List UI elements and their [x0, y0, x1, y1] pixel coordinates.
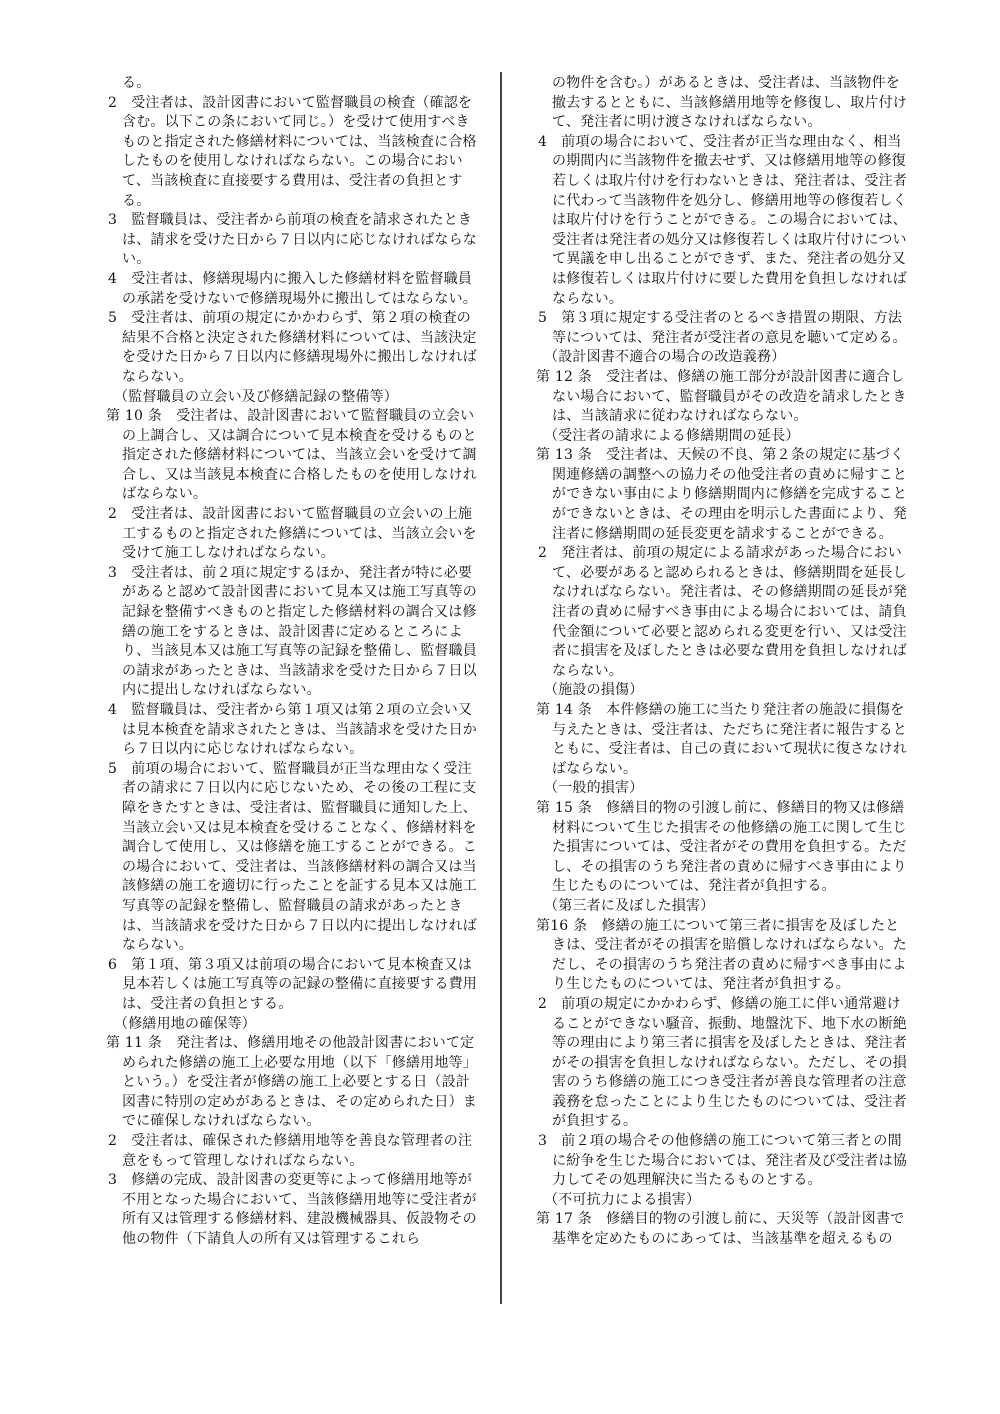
article-paragraph: 第 14 条 本件修繕の施工に当たり発注者の施設に損傷を与えたときは、受注者は、ただちに発注者に報告するとともに、受注者は、自己の責において現状に復さなければならない。	[536, 702, 907, 777]
article-caption: （施設の損傷）	[544, 682, 644, 699]
numbered-paragraph: 2 発注者は、前項の規定による請求があった場合において、必要があると認められるときは、修繕期間を延長しなければならない。発注者は、その修繕期間の延長が発注者の責めに帰すべき事由による場合においては、請負代金額について必要と認められる変更を行い、又は受注者に損害を及ぼしたときは必要な費用を負担しなければならない。	[538, 545, 907, 679]
numbered-paragraph: 3 修繕の完成、設計図書の変更等によって修繕用地等が不用となった場合において、当該修繕用地等に受注者が所有又は管理する修繕材料、建設機械器具、仮設物その他の物件（下請負人の所有又は管理するこれら	[108, 1172, 477, 1248]
numbered-paragraph: 2 受注者は、設計図書において監督職員の検査（確認を含む。以下この条において同じ。）を受けて使用すべきものと指定された修繕材料については、当該検査に合格したものを使用しなければならない。この場合において、当該検査に直接要する費用は、受注者の負担とする。	[108, 94, 477, 209]
article-caption: （第三者に及ぼした損害）	[544, 897, 715, 914]
article-caption: （不可抗力による損害）	[544, 1191, 701, 1208]
article-caption: （一般的損害）	[544, 780, 644, 797]
numbered-paragraph: 5 前項の場合において、監督職員が正当な理由なく受注者の請求に７日以内に応じないため、その後の工程に支障をきたすときは、受注者は、監督職員に通知した上、当該立会い又は見本検査を受けることなく、修繕材料を調合して使用し、又は修繕を施工することができる。この場合において、受注者は、当該修繕材料の調合又は当該修繕の施工を適切に行ったことを証する見本又は施工写真等の記録を整備し、監督職員の請求があったときは、当該請求を受けた日から７日以内に提出しなければならない。	[108, 760, 477, 954]
column-divider	[500, 72, 502, 1304]
article-paragraph: 第 11 条 発注者は、修繕用地その他設計図書において定められた修繕の施工上必要な用地（以下「修繕用地等」という。）を受注者が修繕の施工上必要とする日（設計図書に特別の定めがあるときは、その定められた日）までに確保しなければならない。	[106, 1035, 477, 1130]
numbered-paragraph: 4 監督職員は、受注者から第１項又は第２項の立会い又は見本検査を請求されたときは、当該請求を受けた日から７日以内に応じなければならない。	[108, 702, 477, 758]
article-paragraph: 第 12 条 受注者は、修繕の施工部分が設計図書に適合しない場合において、監督職員がその改造を請求したときは、当該請求に従わなければならない。	[536, 368, 907, 425]
article-paragraph: 第 17 条 修繕目的物の引渡し前に、天災等（設計図書で基準を定めたものにあっては、当該基準を超えるもの	[536, 1211, 905, 1248]
numbered-paragraph: 4 受注者は、修繕現場内に搬入した修繕材料を監督職員の承諾を受けないで修繕現場外に搬出してはならない。	[108, 270, 477, 307]
article-caption: （修繕用地の確保等）	[114, 1015, 256, 1032]
numbered-paragraph: 3 受注者は、前２項に規定するほか、発注者が特に必要があると認めて設計図書において見本又は施工写真等の記録を整備すべきものと指定した修繕材料の調合又は修繕の施工をするときは、設計図書に定めるところにより、当該見本又は施工写真等の記録を整備し、監督職員の請求があったときは、当該請求を受けた日から７日以内に提出しなければならない。	[108, 564, 477, 699]
article-paragraph: 第 13 条 受注者は、天候の不良、第２条の規定に基づく関連修繕の調整への協力その他受注者の責めに帰すことができない事由により修繕期間内に修繕を完成することができないときは、その理由を明示した書面により、発注者に修繕期間の延長変更を請求することができる。	[536, 447, 907, 542]
numbered-paragraph: 3 監督職員は、受注者から前項の検査を請求されたときは、請求を受けた日から７日以内に応じなければならない。	[108, 212, 477, 268]
numbered-paragraph: 4 前項の場合において、受注者が正当な理由なく、相当の期間内に当該物件を撤去せず、又は修繕用地等の修復若しくは取片付けを行わないときは、発注者は、受注者に代わって当該物件を処分し、修繕用地等の修復若しくは取片付けを行うことができる。この場合においては、受注者は発注者の処分又は修復若しくは取片付けについて異議を申し出ることができず、また、発注者の処分又は修復若しくは取片付けに要した費用を負担しなければならない。	[538, 133, 907, 307]
numbered-paragraph: 6 第１項、第３項又は前項の場合において見本検査又は見本若しくは施工写真等の記録の整備に直接要する費用は、受注者の負担とする。	[108, 956, 477, 1012]
article-caption: （監督職員の立会い及び修繕記録の整備等）	[114, 388, 398, 405]
numbered-paragraph: 5 第３項に規定する受注者のとるべき措置の期限、方法等については、発注者が受注者の意見を聴いて定める。	[538, 310, 907, 346]
numbered-paragraph: 2 前項の規定にかかわらず、修繕の施工に伴い通常避けることができない騒音、振動、地盤沈下、地下水の断絶等の理由により第三者に損害を及ぼしたときは、発注者がその損害を負担しなければならない。ただし、その損害のうち修繕の施工につき受注者が善良な管理者の注意義務を怠ったことにより生じたものについては、受注者が負担する。	[538, 995, 907, 1130]
numbered-paragraph: 2 受注者は、確保された修繕用地等を善良な管理者の注意をもって管理しなければならない。	[108, 1133, 473, 1169]
numbered-paragraph: 2 受注者は、設計図書において監督職員の立会いの上施工するものと指定された修繕については、当該立会いを受けて施工しなければならない。	[108, 506, 477, 562]
article-paragraph: 第 15 条 修繕目的物の引渡し前に、修繕目的物又は修繕材料について生じた損害その他修繕の施工に関して生じた損害については、受注者がその費用を負担する。ただし、その損害のうち発注者の責めに帰すべき事由により生じたものについては、発注者が負担する。	[536, 799, 907, 895]
article-caption: （設計図書不適合の場合の改造義務）	[544, 349, 786, 366]
article-paragraph: 第 10 条 受注者は、設計図書において監督職員の立会いの上調合し、又は調合について見本検査を受けるものと指定された修繕材料については、当該立会いを受けて調合し、又は当該見本検査に合格したものを使用しなければならない。	[106, 408, 477, 503]
article-paragraph: 第16 条 修繕の施工について第三者に損害を及ぼしたときは、受注者がその損害を賠償しなければならない。ただし、その損害のうち発注者の責めに帰すべき事由により生じたものについては、発注者が負担する。	[536, 917, 907, 993]
article-caption: （受注者の請求による修繕期間の延長）	[544, 427, 800, 444]
numbered-paragraph: 3 前２項の場合その他修繕の施工について第三者との間に紛争を生じた場合においては、発注者及び受注者は協力してその処理解決に当たるものとする。	[538, 1133, 907, 1189]
numbered-paragraph: 5 受注者は、前項の規定にかかわらず、第２項の検査の結果不合格と決定された修繕材料については、当該決定を受けた日から７日以内に修繕現場外に搬出しなければならない。	[108, 310, 477, 385]
left-text-column	[106, 74, 480, 1250]
continued-text: の物件を含む。）があるときは、受注者は、当該物件を撤去するとともに、当該修繕用地等を修復し、取片付けて、発注者に明け渡さなければならない。	[552, 75, 907, 131]
continued-text: る。	[122, 75, 151, 91]
right-text-column	[536, 74, 908, 1250]
